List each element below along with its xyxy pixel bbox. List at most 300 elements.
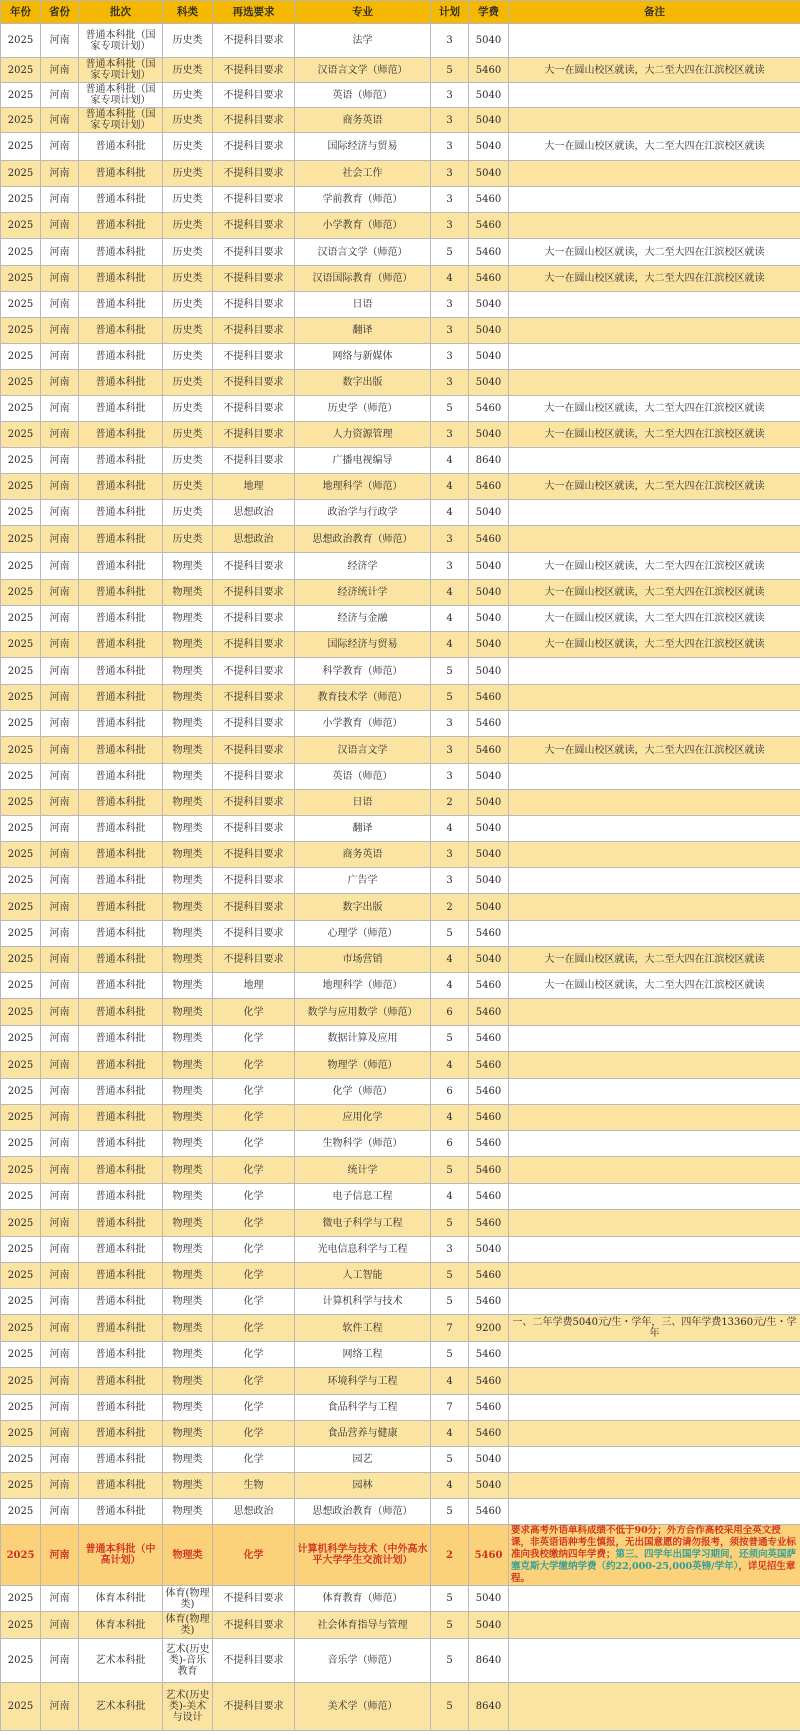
cell-major: 电子信息工程 bbox=[295, 1184, 431, 1210]
cell-batch: 普通本科批 bbox=[79, 685, 163, 711]
cell-batch: 普通本科批 bbox=[79, 790, 163, 816]
cell-tuition: 5460 bbox=[469, 999, 509, 1026]
cell-tuition: 5040 bbox=[469, 344, 509, 370]
cell-province: 河南 bbox=[41, 921, 79, 947]
table-row bbox=[1, 685, 800, 711]
cell-requirement: 不提科目要求 bbox=[213, 921, 295, 947]
table-row bbox=[1, 1131, 800, 1157]
table-row bbox=[1, 790, 800, 816]
cell-major: 英语（师范） bbox=[295, 764, 431, 790]
cell-requirement: 思想政治 bbox=[213, 500, 295, 526]
cell-major: 人工智能 bbox=[295, 1263, 431, 1289]
cell-major: 日语 bbox=[295, 292, 431, 318]
cell-major: 汉语言文学（师范） bbox=[295, 58, 431, 83]
cell-category: 物理类 bbox=[163, 842, 213, 868]
cell-plan: 3 bbox=[431, 292, 469, 318]
cell-batch: 普通本科批 bbox=[79, 1447, 163, 1473]
table-row bbox=[1, 1639, 800, 1683]
cell-province: 河南 bbox=[41, 24, 79, 58]
cell-tuition: 5040 bbox=[469, 24, 509, 58]
cell-major: 网络工程 bbox=[295, 1342, 431, 1368]
table-row bbox=[1, 947, 800, 973]
header-province: 省份 bbox=[41, 1, 79, 24]
cell-note bbox=[509, 1683, 800, 1731]
cell-requirement: 不提科目要求 bbox=[213, 344, 295, 370]
cell-province: 河南 bbox=[41, 83, 79, 108]
cell-requirement: 不提科目要求 bbox=[213, 318, 295, 344]
cell-note bbox=[509, 292, 800, 318]
cell-plan: 5 bbox=[431, 396, 469, 422]
cell-province: 河南 bbox=[41, 1131, 79, 1157]
cell-requirement: 不提科目要求 bbox=[213, 108, 295, 133]
cell-year: 2025 bbox=[1, 790, 41, 816]
cell-tuition: 5040 bbox=[469, 1237, 509, 1263]
cell-category: 物理类 bbox=[163, 999, 213, 1026]
cell-major: 日语 bbox=[295, 790, 431, 816]
cell-batch: 普通本科批（国家专项计划） bbox=[79, 83, 163, 108]
cell-tuition: 5040 bbox=[469, 947, 509, 973]
cell-province: 河南 bbox=[41, 500, 79, 526]
cell-tuition: 5040 bbox=[469, 161, 509, 187]
cell-requirement: 不提科目要求 bbox=[213, 396, 295, 422]
header-major: 专业 bbox=[295, 1, 431, 24]
cell-year: 2025 bbox=[1, 24, 41, 58]
cell-requirement: 不提科目要求 bbox=[213, 83, 295, 108]
cell-requirement: 不提科目要求 bbox=[213, 370, 295, 396]
cell-note: 大一在圆山校区就读，大二至大四在江滨校区就读 bbox=[509, 606, 800, 632]
cell-year: 2025 bbox=[1, 764, 41, 790]
cell-province: 河南 bbox=[41, 370, 79, 396]
cell-major: 食品营养与健康 bbox=[295, 1421, 431, 1447]
cell-tuition: 5460 bbox=[469, 239, 509, 266]
cell-requirement: 不提科目要求 bbox=[213, 239, 295, 266]
cell-year: 2025 bbox=[1, 370, 41, 396]
cell-plan: 7 bbox=[431, 1395, 469, 1421]
cell-note bbox=[509, 1052, 800, 1079]
cell-category: 物理类 bbox=[163, 1026, 213, 1052]
cell-tuition: 5460 bbox=[469, 1421, 509, 1447]
cell-tuition: 5460 bbox=[469, 187, 509, 213]
cell-province: 河南 bbox=[41, 448, 79, 474]
cell-requirement: 化学 bbox=[213, 1525, 295, 1586]
table-row bbox=[1, 1315, 800, 1342]
cell-province: 河南 bbox=[41, 1421, 79, 1447]
cell-requirement: 不提科目要求 bbox=[213, 133, 295, 161]
cell-year: 2025 bbox=[1, 553, 41, 580]
table-row bbox=[1, 580, 800, 606]
cell-province: 河南 bbox=[41, 1586, 79, 1612]
cell-category: 物理类 bbox=[163, 868, 213, 894]
cell-year: 2025 bbox=[1, 685, 41, 711]
cell-tuition: 5460 bbox=[469, 973, 509, 999]
cell-requirement: 化学 bbox=[213, 1131, 295, 1157]
cell-province: 河南 bbox=[41, 790, 79, 816]
cell-tuition: 5040 bbox=[469, 1447, 509, 1473]
cell-tuition: 8640 bbox=[469, 1639, 509, 1683]
cell-year: 2025 bbox=[1, 1131, 41, 1157]
cell-category: 体育(物理类) bbox=[163, 1586, 213, 1612]
cell-batch: 普通本科批 bbox=[79, 737, 163, 764]
cell-plan: 4 bbox=[431, 947, 469, 973]
cell-batch: 普通本科批 bbox=[79, 474, 163, 500]
cell-major: 音乐学（师范） bbox=[295, 1639, 431, 1683]
cell-requirement: 不提科目要求 bbox=[213, 213, 295, 239]
cell-batch: 普通本科批 bbox=[79, 396, 163, 422]
cell-note bbox=[509, 842, 800, 868]
cell-province: 河南 bbox=[41, 658, 79, 685]
cell-year: 2025 bbox=[1, 1026, 41, 1052]
cell-year: 2025 bbox=[1, 161, 41, 187]
cell-category: 物理类 bbox=[163, 580, 213, 606]
cell-major: 思想政治教育（师范） bbox=[295, 526, 431, 553]
cell-tuition: 5040 bbox=[469, 1586, 509, 1612]
cell-note bbox=[509, 816, 800, 842]
cell-year: 2025 bbox=[1, 1612, 41, 1639]
cell-province: 河南 bbox=[41, 1612, 79, 1639]
cell-requirement: 不提科目要求 bbox=[213, 266, 295, 292]
cell-province: 河南 bbox=[41, 999, 79, 1026]
cell-batch: 普通本科批 bbox=[79, 1157, 163, 1184]
table-body bbox=[1, 24, 800, 1731]
table-row bbox=[1, 83, 800, 108]
table-row bbox=[1, 1683, 800, 1731]
cell-plan: 3 bbox=[431, 133, 469, 161]
cell-category: 历史类 bbox=[163, 108, 213, 133]
cell-plan: 3 bbox=[431, 422, 469, 448]
cell-batch: 普通本科批 bbox=[79, 1315, 163, 1342]
cell-year: 2025 bbox=[1, 1395, 41, 1421]
cell-major: 计算机科学与技术 bbox=[295, 1289, 431, 1315]
cell-requirement: 不提科目要求 bbox=[213, 292, 295, 318]
cell-note bbox=[509, 1421, 800, 1447]
cell-province: 河南 bbox=[41, 816, 79, 842]
cell-note: 大一在圆山校区就读，大二至大四在江滨校区就读 bbox=[509, 973, 800, 999]
cell-tuition: 5040 bbox=[469, 500, 509, 526]
cell-note bbox=[509, 1263, 800, 1289]
cell-year: 2025 bbox=[1, 266, 41, 292]
cell-tuition: 5040 bbox=[469, 318, 509, 344]
table-row bbox=[1, 526, 800, 553]
cell-tuition: 5040 bbox=[469, 83, 509, 108]
cell-batch: 普通本科批（国家专项计划） bbox=[79, 58, 163, 83]
cell-year: 2025 bbox=[1, 344, 41, 370]
cell-province: 河南 bbox=[41, 133, 79, 161]
cell-major: 地理科学（师范） bbox=[295, 474, 431, 500]
cell-province: 河南 bbox=[41, 266, 79, 292]
cell-category: 历史类 bbox=[163, 133, 213, 161]
cell-requirement: 化学 bbox=[213, 1263, 295, 1289]
table-row bbox=[1, 764, 800, 790]
cell-tuition: 5040 bbox=[469, 816, 509, 842]
cell-tuition: 5460 bbox=[469, 1342, 509, 1368]
cell-requirement: 不提科目要求 bbox=[213, 685, 295, 711]
cell-category: 物理类 bbox=[163, 1157, 213, 1184]
cell-plan: 5 bbox=[431, 1026, 469, 1052]
cell-category: 历史类 bbox=[163, 500, 213, 526]
cell-note bbox=[509, 1395, 800, 1421]
cell-plan: 4 bbox=[431, 1052, 469, 1079]
table-row bbox=[1, 1210, 800, 1237]
cell-plan: 3 bbox=[431, 737, 469, 764]
cell-plan: 6 bbox=[431, 1131, 469, 1157]
cell-requirement: 化学 bbox=[213, 1342, 295, 1368]
cell-year: 2025 bbox=[1, 1079, 41, 1105]
cell-note: 大一在圆山校区就读，大二至大四在江滨校区就读 bbox=[509, 133, 800, 161]
cell-plan: 3 bbox=[431, 553, 469, 580]
cell-tuition: 9200 bbox=[469, 1315, 509, 1342]
cell-tuition: 5460 bbox=[469, 58, 509, 83]
note-tuition-text: 第三、四学年出国学习期间，还须向英国萨塞克斯大学缴纳学费（约22,000-25,000英镑/学年） bbox=[511, 1549, 797, 1572]
cell-batch: 普通本科批 bbox=[79, 161, 163, 187]
cell-year: 2025 bbox=[1, 83, 41, 108]
cell-year: 2025 bbox=[1, 1184, 41, 1210]
cell-requirement: 化学 bbox=[213, 1105, 295, 1131]
cell-province: 河南 bbox=[41, 1210, 79, 1237]
cell-batch: 普通本科批 bbox=[79, 999, 163, 1026]
cell-batch: 普通本科批（国家专项计划） bbox=[79, 24, 163, 58]
cell-province: 河南 bbox=[41, 1525, 79, 1586]
table-row bbox=[1, 108, 800, 133]
cell-tuition: 5040 bbox=[469, 108, 509, 133]
table-row bbox=[1, 1473, 800, 1499]
cell-category: 物理类 bbox=[163, 947, 213, 973]
note-requirement-text: 要求高考外语单科成绩不低于90分；外方合作高校采用全英文授课，非英语语种考生慎报，无出国意愿的请勿报考，须按普通专业标准向我校缴纳四年学费； bbox=[511, 1525, 797, 1560]
cell-plan: 4 bbox=[431, 816, 469, 842]
cell-category: 历史类 bbox=[163, 187, 213, 213]
cell-tuition: 5040 bbox=[469, 606, 509, 632]
cell-category: 物理类 bbox=[163, 1525, 213, 1586]
cell-category: 历史类 bbox=[163, 448, 213, 474]
cell-tuition: 5040 bbox=[469, 292, 509, 318]
cell-major: 翻译 bbox=[295, 816, 431, 842]
cell-major: 汉语言文学 bbox=[295, 737, 431, 764]
cell-requirement: 不提科目要求 bbox=[213, 658, 295, 685]
cell-note bbox=[509, 448, 800, 474]
cell-year: 2025 bbox=[1, 1499, 41, 1525]
cell-plan: 4 bbox=[431, 448, 469, 474]
cell-note bbox=[509, 1289, 800, 1315]
cell-requirement: 化学 bbox=[213, 1447, 295, 1473]
cell-category: 历史类 bbox=[163, 396, 213, 422]
cell-note bbox=[509, 1499, 800, 1525]
cell-plan: 6 bbox=[431, 999, 469, 1026]
cell-year: 2025 bbox=[1, 1105, 41, 1131]
table-row bbox=[1, 737, 800, 764]
cell-plan: 3 bbox=[431, 711, 469, 737]
cell-tuition: 8640 bbox=[469, 448, 509, 474]
cell-category: 物理类 bbox=[163, 1447, 213, 1473]
cell-note bbox=[509, 868, 800, 894]
cell-batch: 普通本科批 bbox=[79, 1105, 163, 1131]
cell-batch: 普通本科批 bbox=[79, 921, 163, 947]
cell-requirement: 地理 bbox=[213, 973, 295, 999]
cell-category: 物理类 bbox=[163, 1184, 213, 1210]
table-row bbox=[1, 239, 800, 266]
cell-major: 政治学与行政学 bbox=[295, 500, 431, 526]
cell-note bbox=[509, 500, 800, 526]
table-row bbox=[1, 344, 800, 370]
table-row bbox=[1, 187, 800, 213]
cell-year: 2025 bbox=[1, 1639, 41, 1683]
cell-plan: 3 bbox=[431, 24, 469, 58]
cell-category: 历史类 bbox=[163, 58, 213, 83]
cell-plan: 5 bbox=[431, 1612, 469, 1639]
cell-plan: 7 bbox=[431, 1315, 469, 1342]
cell-category: 物理类 bbox=[163, 606, 213, 632]
cell-batch: 普通本科批 bbox=[79, 1499, 163, 1525]
header-tuition: 学费 bbox=[469, 1, 509, 24]
cell-note bbox=[509, 1237, 800, 1263]
cell-requirement: 不提科目要求 bbox=[213, 711, 295, 737]
cell-requirement: 化学 bbox=[213, 1052, 295, 1079]
cell-major: 英语（师范） bbox=[295, 83, 431, 108]
cell-requirement: 不提科目要求 bbox=[213, 632, 295, 658]
cell-year: 2025 bbox=[1, 1157, 41, 1184]
cell-category: 物理类 bbox=[163, 1421, 213, 1447]
cell-major: 市场营销 bbox=[295, 947, 431, 973]
table-row bbox=[1, 973, 800, 999]
cell-note bbox=[509, 711, 800, 737]
cell-year: 2025 bbox=[1, 1368, 41, 1395]
cell-major: 小学教育（师范） bbox=[295, 711, 431, 737]
cell-year: 2025 bbox=[1, 894, 41, 921]
cell-province: 河南 bbox=[41, 1447, 79, 1473]
cell-batch: 普通本科批 bbox=[79, 1079, 163, 1105]
cell-category: 历史类 bbox=[163, 24, 213, 58]
cell-province: 河南 bbox=[41, 973, 79, 999]
cell-category: 历史类 bbox=[163, 318, 213, 344]
cell-tuition: 5040 bbox=[469, 894, 509, 921]
cell-category: 历史类 bbox=[163, 266, 213, 292]
cell-tuition: 5460 bbox=[469, 1525, 509, 1586]
cell-year: 2025 bbox=[1, 1342, 41, 1368]
cell-province: 河南 bbox=[41, 894, 79, 921]
cell-batch: 普通本科批 bbox=[79, 370, 163, 396]
cell-note: 大一在圆山校区就读，大二至大四在江滨校区就读 bbox=[509, 632, 800, 658]
cell-plan: 3 bbox=[431, 161, 469, 187]
cell-year: 2025 bbox=[1, 448, 41, 474]
cell-batch: 普通本科批 bbox=[79, 1052, 163, 1079]
cell-batch: 普通本科批 bbox=[79, 344, 163, 370]
cell-note bbox=[509, 83, 800, 108]
cell-tuition: 5460 bbox=[469, 1131, 509, 1157]
cell-note bbox=[509, 764, 800, 790]
cell-category: 物理类 bbox=[163, 816, 213, 842]
cell-batch: 普通本科批 bbox=[79, 239, 163, 266]
cell-note: 大一在圆山校区就读，大二至大四在江滨校区就读 bbox=[509, 239, 800, 266]
cell-requirement: 化学 bbox=[213, 1026, 295, 1052]
table-row bbox=[1, 606, 800, 632]
cell-year: 2025 bbox=[1, 1263, 41, 1289]
cell-batch: 普通本科批 bbox=[79, 894, 163, 921]
header-note: 备注 bbox=[509, 1, 800, 24]
cell-plan: 5 bbox=[431, 1683, 469, 1731]
cell-plan: 4 bbox=[431, 1184, 469, 1210]
header-plan: 计划 bbox=[431, 1, 469, 24]
cell-province: 河南 bbox=[41, 842, 79, 868]
cell-requirement: 不提科目要求 bbox=[213, 553, 295, 580]
cell-requirement: 化学 bbox=[213, 1421, 295, 1447]
cell-note: 大一在圆山校区就读，大二至大四在江滨校区就读 bbox=[509, 474, 800, 500]
cell-tuition: 5040 bbox=[469, 133, 509, 161]
cell-note bbox=[509, 894, 800, 921]
cell-province: 河南 bbox=[41, 1026, 79, 1052]
cell-category: 历史类 bbox=[163, 83, 213, 108]
cell-tuition: 5460 bbox=[469, 737, 509, 764]
cell-category: 物理类 bbox=[163, 1342, 213, 1368]
cell-requirement: 不提科目要求 bbox=[213, 422, 295, 448]
cell-year: 2025 bbox=[1, 868, 41, 894]
cell-requirement: 不提科目要求 bbox=[213, 894, 295, 921]
cell-tuition: 5040 bbox=[469, 868, 509, 894]
cell-batch: 普通本科批 bbox=[79, 580, 163, 606]
cell-category: 物理类 bbox=[163, 1368, 213, 1395]
cell-category: 物理类 bbox=[163, 921, 213, 947]
cell-requirement: 不提科目要求 bbox=[213, 816, 295, 842]
cell-note: 大一在圆山校区就读，大二至大四在江滨校区就读 bbox=[509, 737, 800, 764]
cell-major: 心理学（师范） bbox=[295, 921, 431, 947]
cell-province: 河南 bbox=[41, 58, 79, 83]
cell-plan: 5 bbox=[431, 239, 469, 266]
cell-year: 2025 bbox=[1, 187, 41, 213]
cell-plan: 5 bbox=[431, 921, 469, 947]
cell-plan: 3 bbox=[431, 318, 469, 344]
cell-province: 河南 bbox=[41, 764, 79, 790]
cell-plan: 5 bbox=[431, 1586, 469, 1612]
cell-category: 物理类 bbox=[163, 711, 213, 737]
cell-batch: 普通本科批 bbox=[79, 213, 163, 239]
header-batch: 批次 bbox=[79, 1, 163, 24]
cell-year: 2025 bbox=[1, 1683, 41, 1731]
cell-note bbox=[509, 1026, 800, 1052]
table-row bbox=[1, 1368, 800, 1395]
cell-year: 2025 bbox=[1, 842, 41, 868]
table-row bbox=[1, 1289, 800, 1315]
table-row-special bbox=[1, 1525, 800, 1586]
cell-requirement: 化学 bbox=[213, 1237, 295, 1263]
table-row bbox=[1, 1052, 800, 1079]
cell-batch: 普通本科批 bbox=[79, 448, 163, 474]
cell-category: 物理类 bbox=[163, 632, 213, 658]
cell-tuition: 5460 bbox=[469, 1368, 509, 1395]
cell-year: 2025 bbox=[1, 318, 41, 344]
cell-category: 物理类 bbox=[163, 1237, 213, 1263]
cell-category: 物理类 bbox=[163, 1395, 213, 1421]
cell-tuition: 5460 bbox=[469, 1079, 509, 1105]
cell-note bbox=[509, 187, 800, 213]
cell-note bbox=[509, 1447, 800, 1473]
cell-category: 物理类 bbox=[163, 1473, 213, 1499]
cell-tuition: 5040 bbox=[469, 842, 509, 868]
cell-year: 2025 bbox=[1, 973, 41, 999]
cell-tuition: 5460 bbox=[469, 685, 509, 711]
cell-tuition: 5460 bbox=[469, 1499, 509, 1525]
cell-tuition: 5040 bbox=[469, 658, 509, 685]
table-row bbox=[1, 553, 800, 580]
cell-year: 2025 bbox=[1, 396, 41, 422]
cell-year: 2025 bbox=[1, 133, 41, 161]
cell-province: 河南 bbox=[41, 1395, 79, 1421]
cell-note bbox=[509, 1525, 800, 1586]
cell-year: 2025 bbox=[1, 1052, 41, 1079]
cell-requirement: 不提科目要求 bbox=[213, 1586, 295, 1612]
header-category: 科类 bbox=[163, 1, 213, 24]
cell-major: 物理学（师范） bbox=[295, 1052, 431, 1079]
cell-requirement: 不提科目要求 bbox=[213, 842, 295, 868]
cell-note bbox=[509, 658, 800, 685]
cell-province: 河南 bbox=[41, 606, 79, 632]
cell-province: 河南 bbox=[41, 108, 79, 133]
